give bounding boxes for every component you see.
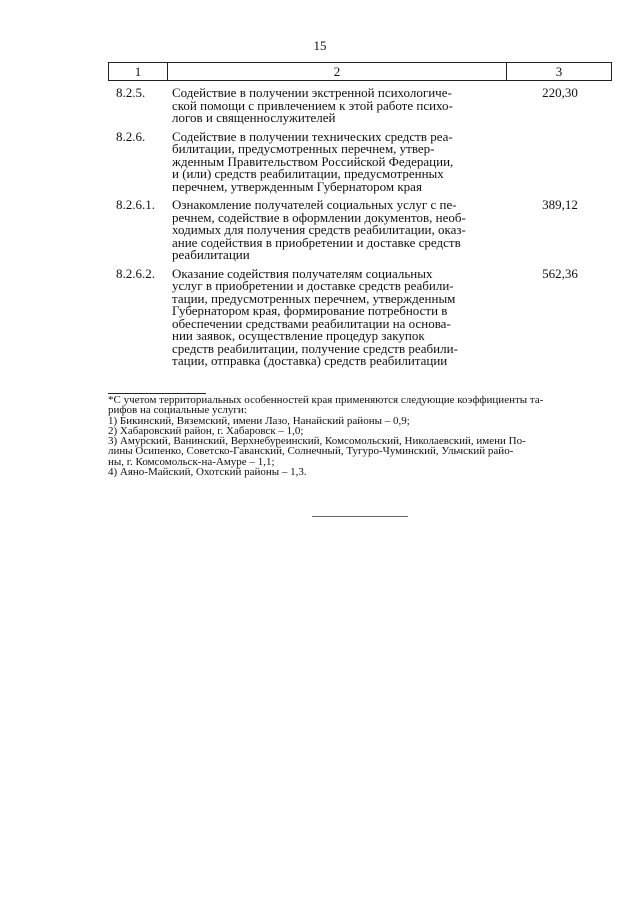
service-description bbox=[170, 87, 506, 125]
footnote-line: 3) Амурский, Ванинский, Верхнебуреинский, Комсомольский, Николаевский, имени По- bbox=[108, 435, 526, 448]
footnote-line: 2) Хабаровский район, г. Хабаровск – 1,0; bbox=[108, 424, 304, 437]
description-line: Губернатором края, формирование потребности в bbox=[172, 303, 448, 318]
description-line: ской помощи с привлечением к этой работе психо- bbox=[172, 97, 453, 113]
service-number: 8.2.5. bbox=[116, 85, 146, 100]
description-line: перечнем, утвержденным Губернатором края bbox=[172, 178, 422, 194]
tariff-table bbox=[108, 62, 612, 368]
description-line: тации, предусмотренных перечнем, утвержденным bbox=[172, 290, 456, 306]
service-description bbox=[170, 199, 506, 262]
footnote-line: *С учетом территориальных особенностей края применяются следующие коэффициенты та- bbox=[108, 394, 544, 406]
footnote-line: ны, г. Комсомольск-на-Амуре – 1,1; bbox=[108, 455, 275, 468]
description-line: Содействие в получении экстренной психологиче- bbox=[172, 85, 452, 100]
service-tariff: 562,36 bbox=[542, 265, 578, 281]
description-line: Оказание содействия получателям социальных bbox=[172, 265, 433, 281]
service-number: 8.2.6. bbox=[116, 128, 146, 144]
footnote-line: лины Осипенко, Советско-Гаванский, Солнечный, Тугуро-Чуминский, Ульчский райо- bbox=[108, 445, 514, 458]
description-line: и (или) средств реабилитации, предусмотренных bbox=[172, 166, 444, 181]
description-line: ание содействия в приобретении и доставке средств bbox=[172, 234, 461, 250]
description-line: реабилитации bbox=[172, 247, 250, 262]
description-line: Содействие в получении технических средств реа- bbox=[172, 128, 453, 144]
footnotes bbox=[108, 395, 614, 477]
description-line: услуг в приобретении и доставке средств реабили- bbox=[172, 278, 454, 293]
table-header-row bbox=[108, 62, 612, 81]
service-tariff: 389,12 bbox=[542, 197, 578, 212]
description-line: средств реабилитации, получение средств реабили- bbox=[172, 340, 458, 356]
column-header-1: 1 bbox=[109, 63, 168, 80]
description-line: обеспечении средствами реабилитации на основа- bbox=[172, 315, 451, 331]
table-row bbox=[108, 265, 612, 368]
description-line: жденным Правительством Российской Федерации, bbox=[172, 153, 454, 169]
column-header-3: 3 bbox=[555, 64, 563, 79]
description-line: тации, отправка (доставка) средств реабилитации bbox=[172, 353, 448, 368]
description-line: ходимых для получения средств реабилитации, оказ- bbox=[172, 222, 466, 237]
table-row bbox=[108, 87, 612, 125]
service-description bbox=[170, 128, 506, 194]
description-line: речнем, содействие в оформлении документов, необ- bbox=[172, 209, 466, 225]
description-line: билитации, предусмотренных перечнем, утвер- bbox=[172, 141, 435, 156]
document-end-rule bbox=[312, 516, 408, 517]
service-description bbox=[170, 265, 506, 368]
description-line: нии заявок, осуществление процедур закупок bbox=[172, 328, 425, 343]
service-number: 8.2.6.1. bbox=[116, 197, 155, 212]
footnote-line: 4) Аяно-Майский, Охотский районы – 1,3. bbox=[108, 466, 307, 479]
table-row bbox=[108, 128, 612, 194]
page-number: 15 bbox=[313, 38, 327, 53]
service-tariff bbox=[506, 131, 610, 194]
footnote-line: 1) Бикинский, Вяземский, имени Лазо, Нанайский районы – 0,9; bbox=[108, 414, 410, 427]
service-number: 8.2.6.2. bbox=[116, 265, 155, 281]
service-tariff: 220,30 bbox=[542, 85, 578, 100]
column-header-2: 2 bbox=[168, 63, 507, 80]
footnote-line: рифов на социальные услуги: bbox=[108, 404, 247, 417]
table-row bbox=[108, 199, 612, 262]
description-line: Ознакомление получателей социальных услуг с пе- bbox=[172, 197, 457, 212]
description-line: логов и священнослужителей bbox=[172, 110, 336, 125]
